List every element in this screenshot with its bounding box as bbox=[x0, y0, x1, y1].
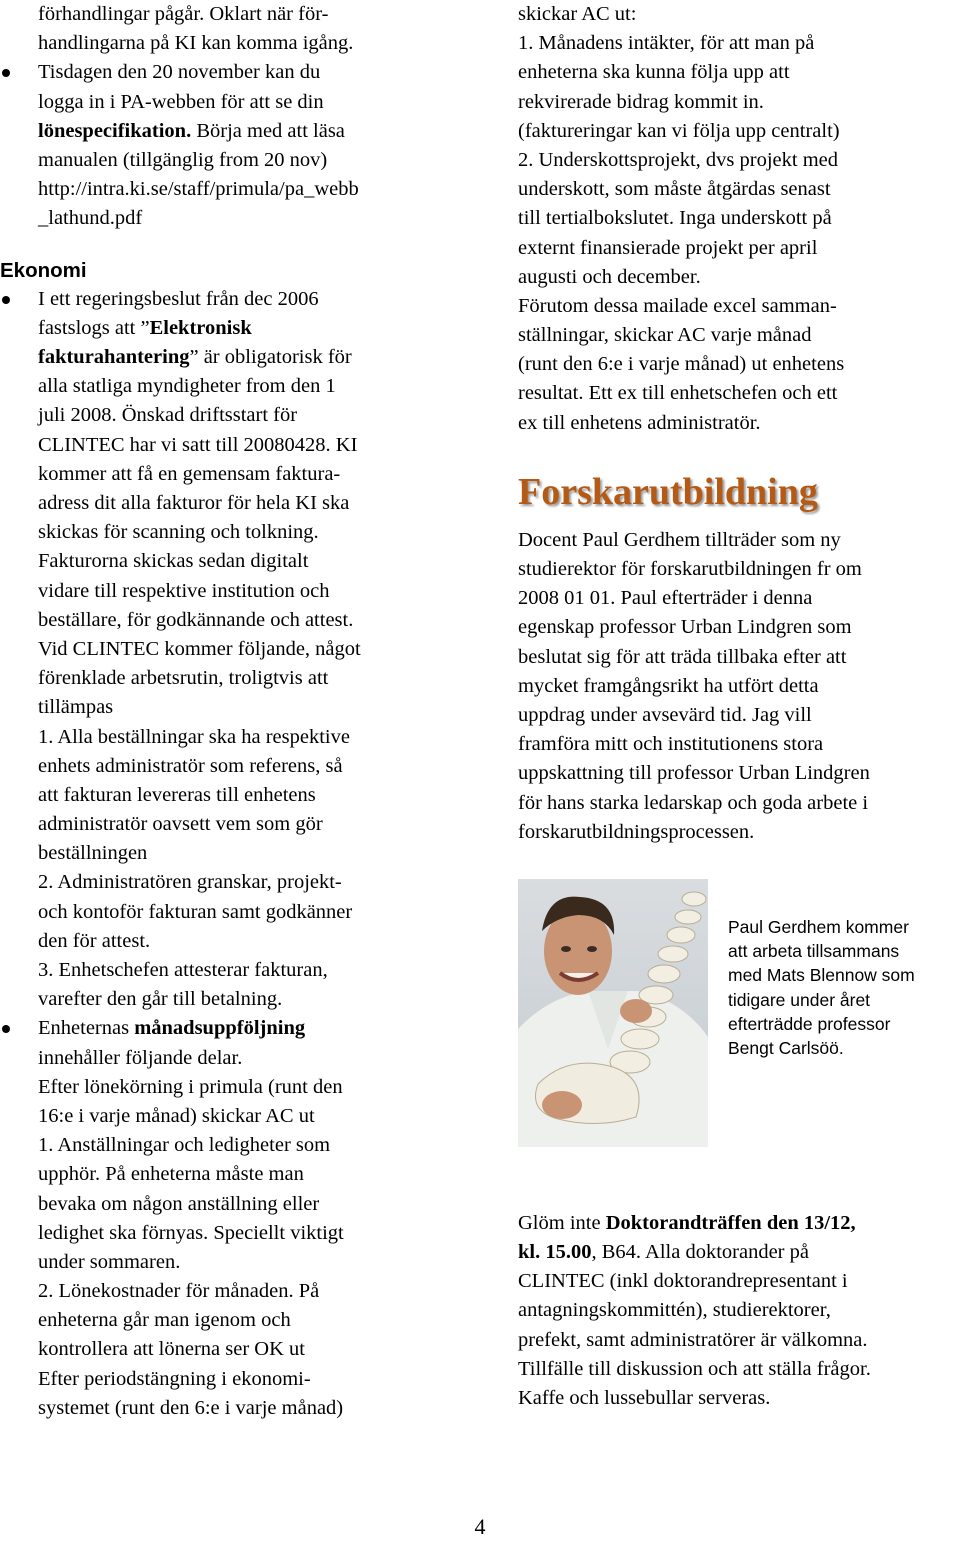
continued-paragraph bbox=[518, 0, 960, 438]
text-line: (runt den 6:e i varje månad) ut enhetens bbox=[518, 353, 845, 376]
caption-line: tidigare under året bbox=[728, 989, 871, 1010]
text-line: uppdrag under avsevärd tid. Jag vill bbox=[518, 703, 812, 726]
text-line: bevaka om någon anställning eller bbox=[38, 1192, 320, 1215]
bold-term: fakturahantering bbox=[38, 346, 190, 369]
bold-term: månadsuppföljning bbox=[134, 1017, 306, 1040]
bullet-icon bbox=[2, 1025, 10, 1033]
fakturahantering-body bbox=[38, 372, 470, 1014]
text-line: studierektor för forskarutbildningen fr om bbox=[518, 558, 862, 580]
text-line: Docent Paul Gerdhem tillträder som ny bbox=[518, 528, 841, 551]
text-line: kontrollera att lönerna ser OK ut bbox=[38, 1338, 305, 1361]
bold-term: Doktorandträffen den 13/12, bbox=[605, 1211, 856, 1234]
text-line bbox=[38, 314, 470, 343]
text-line: enhets administratör som referens, så bbox=[38, 754, 343, 777]
text-line: för hans starka ledarskap och goda arbete i bbox=[518, 791, 869, 814]
text-line: mycket framgångsrikt ha utfört detta bbox=[518, 674, 819, 697]
photo-caption bbox=[728, 915, 960, 1061]
bold-term: Elektronisk bbox=[149, 316, 252, 339]
forskarutbildning-paragraph bbox=[518, 526, 960, 847]
text-span: Enheternas bbox=[38, 1017, 135, 1040]
text-line: till tertialbokslutet. Inga underskott på bbox=[518, 207, 832, 230]
text-line: varefter den går till betalning. bbox=[38, 988, 283, 1011]
text-span: Glöm inte bbox=[518, 1211, 606, 1234]
bold-term: lönespecifikation. bbox=[38, 119, 192, 142]
caption-line: Paul Gerdhem kommer bbox=[728, 916, 909, 937]
text-line: Efter lönekörning i primula (runt den bbox=[38, 1075, 343, 1098]
manadsuppfoljning-bullet bbox=[0, 1014, 470, 1423]
text-line: 16:e i varje månad) skickar AC ut bbox=[38, 1104, 315, 1127]
caption-line: att arbeta tillsammans bbox=[728, 941, 900, 962]
text-line: att fakturan levereras till enhetens bbox=[38, 783, 316, 806]
text-line: manualen (tillgänglig from 20 nov) bbox=[38, 148, 328, 171]
text-line: Tillfälle till diskussion och att ställa frågor. bbox=[518, 1357, 871, 1380]
text-span: ” är obligatorisk för bbox=[189, 346, 352, 369]
page-number: 4 bbox=[474, 1514, 486, 1539]
text-line: uppskattning till professor Urban Lindgren bbox=[518, 762, 870, 785]
text-line: augusti och december. bbox=[518, 265, 701, 288]
text-span: , B64. Alla doktorander på bbox=[591, 1241, 809, 1264]
text-line: skickas för scanning och tolkning. bbox=[38, 521, 319, 544]
text-line: Kaffe och lussebullar serveras. bbox=[518, 1387, 771, 1409]
text-line: upphör. På enheterna måste man bbox=[38, 1163, 304, 1186]
bullet-icon bbox=[2, 296, 10, 304]
text-line: 1. Alla beställningar ska ha respektive bbox=[38, 725, 350, 748]
text-line: systemet (runt den 6:e i varje månad) bbox=[38, 1396, 344, 1419]
text-line: Vid CLINTEC kommer följande, något bbox=[38, 637, 361, 660]
caption-line: Bengt Carlsöö. bbox=[728, 1038, 844, 1059]
text-line: juli 2008. Önskad driftsstart för bbox=[38, 404, 298, 427]
intro-paragraph bbox=[0, 0, 470, 58]
text-line: Efter periodstängning i ekonomi- bbox=[38, 1367, 311, 1390]
text-line: 1. Månadens intäkter, för att man på bbox=[518, 32, 815, 55]
text-line: beslutat sig för att träda tillbaka efter att bbox=[518, 645, 847, 668]
text-line: vidare till respektive institution och bbox=[38, 579, 330, 602]
text-line: ledighet ska förnyas. Speciellt viktigt bbox=[38, 1221, 344, 1244]
text-line: logga in i PA-webben för att se din bbox=[38, 90, 324, 113]
caption-line: efterträdde professor bbox=[728, 1014, 891, 1035]
text-line: 1. Anställningar och ledigheter som bbox=[38, 1134, 331, 1157]
text-line: alla statliga myndigheter from den 1 bbox=[38, 375, 336, 398]
text-line: framföra mitt och institutionens stora bbox=[518, 733, 824, 756]
text-line: 2. Administratören granskar, projekt- bbox=[38, 871, 342, 894]
portrait-photo bbox=[518, 879, 708, 1147]
text-line: 2. Underskottsprojekt, dvs projekt med bbox=[518, 148, 838, 171]
text-span: Börja med att läsa bbox=[191, 119, 345, 142]
text-line: adress dit alla fakturor för hela KI ska bbox=[38, 492, 350, 514]
text-line: beställningen bbox=[38, 842, 148, 865]
text-line bbox=[38, 1014, 470, 1043]
text-line: ex till enhetens administratör. bbox=[518, 411, 761, 434]
text-line: den för attest. bbox=[38, 929, 151, 952]
text-line: underskott, som måste åtgärdas senast bbox=[518, 178, 831, 201]
section-heading-forskarutbildning: Forskarutbildning bbox=[518, 470, 818, 513]
manadsuppfoljning-body bbox=[38, 1044, 470, 1423]
text-line: enheterna ska kunna följa upp att bbox=[518, 61, 790, 84]
text-line: 2. Lönekostnader för månaden. På bbox=[38, 1280, 320, 1303]
doktorandtraff-body bbox=[518, 1267, 960, 1413]
text-line bbox=[518, 1209, 960, 1238]
text-line: egenskap professor Urban Lindgren som bbox=[518, 616, 852, 639]
text-line: beställare, för godkännande och attest. bbox=[38, 608, 354, 631]
url-link[interactable]: _lathund.pdf bbox=[38, 207, 143, 230]
bullet-icon bbox=[2, 69, 10, 77]
text-line: Förutom dessa mailade excel samman- bbox=[518, 294, 837, 317]
text-line: administratör oavsett vem som gör bbox=[38, 813, 323, 836]
pa-webben-bullet bbox=[0, 58, 470, 233]
text-line: kommer att få en gemensam faktura- bbox=[38, 462, 341, 485]
text-line: externt finansierade projekt per april bbox=[518, 236, 818, 259]
text-line: skickar AC ut: bbox=[518, 3, 637, 25]
section-heading-ekonomi: Ekonomi bbox=[0, 258, 87, 282]
text-line: under sommaren. bbox=[38, 1250, 181, 1273]
text-line: 3. Enhetschefen attesterar fakturan, bbox=[38, 959, 328, 981]
bold-term: kl. 15.00 bbox=[518, 1241, 592, 1264]
text-line: handlingarna på KI kan komma igång. bbox=[38, 32, 354, 55]
text-line bbox=[38, 343, 470, 372]
left-column bbox=[0, 0, 470, 1423]
caption-line: med Mats Blennow som bbox=[728, 965, 915, 986]
text-line: antagningskommittén), studierektorer, bbox=[518, 1299, 831, 1322]
right-column bbox=[518, 0, 960, 1413]
text-line: (faktureringar kan vi följa upp centralt) bbox=[518, 119, 840, 142]
text-line: enheterna går man igenom och bbox=[38, 1309, 291, 1332]
text-line bbox=[38, 117, 470, 146]
text-line: 2008 01 01. Paul efterträder i denna bbox=[518, 587, 813, 610]
text-span: fastslogs att ” bbox=[38, 316, 150, 339]
text-line: och kontoför fakturan samt godkänner bbox=[38, 900, 353, 923]
url-link[interactable]: http://intra.ki.se/staff/primula/pa_webb bbox=[38, 178, 359, 201]
text-line: prefekt, samt administratörer är välkomna. bbox=[518, 1328, 868, 1351]
text-line: rekvirerade bidrag kommit in. bbox=[518, 90, 764, 113]
text-line: tillämpas bbox=[38, 696, 114, 719]
text-line: ställningar, skickar AC varje månad bbox=[518, 324, 812, 347]
text-line: förhandlingar pågår. Oklart när för- bbox=[38, 3, 329, 25]
text-line: förenklade arbetsrutin, troligtvis att bbox=[38, 667, 329, 690]
text-line bbox=[518, 1238, 960, 1267]
text-line: CLINTEC har vi satt till 20080428. KI bbox=[38, 433, 358, 456]
text-line: CLINTEC (inkl doktorandrepresentant i bbox=[518, 1270, 848, 1293]
text-line: forskarutbildningsprocessen. bbox=[518, 820, 755, 843]
text-line: innehåller följande delar. bbox=[38, 1046, 243, 1069]
text-line: Fakturorna skickas sedan digitalt bbox=[38, 550, 309, 573]
text-line: resultat. Ett ex till enhetschefen och ett bbox=[518, 382, 838, 405]
fakturahantering-bullet bbox=[0, 285, 470, 1015]
text-line: Tisdagen den 20 november kan du bbox=[38, 61, 321, 84]
text-line: I ett regeringsbeslut från dec 2006 bbox=[38, 287, 319, 310]
doktorandtraff-paragraph bbox=[518, 1209, 960, 1413]
photo-block bbox=[518, 879, 960, 1209]
